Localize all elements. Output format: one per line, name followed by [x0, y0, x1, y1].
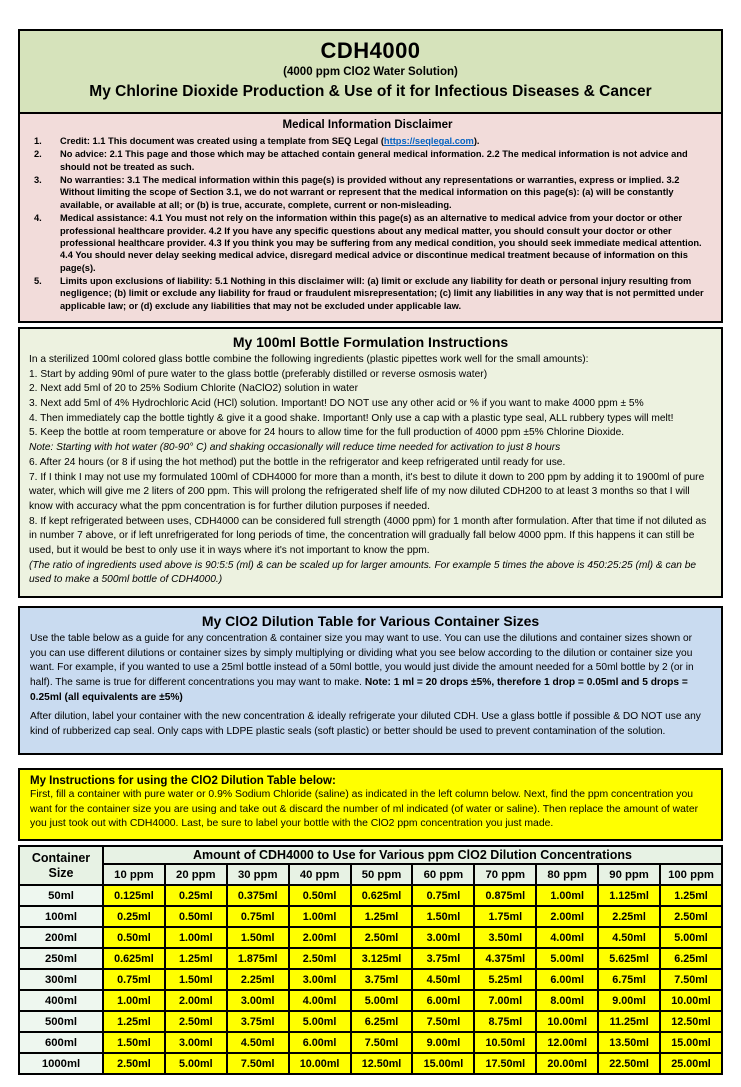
- dilution-paragraph-2: After dilution, label your container with the new concentration & ideally refrigerate your diluted CDH. Use a glass bottle if possible & DO NOT use any kind of rubberized cap seal. Only caps with LDPE plastic seals (soft plastic) or better should be used to prevent contamination of the solution.: [30, 711, 701, 738]
- seqlegal-link[interactable]: https://seqlegal.com: [383, 136, 474, 146]
- dose-cell: 0.875ml: [474, 885, 536, 906]
- dose-cell: 1.125ml: [598, 885, 660, 906]
- dose-cell: 0.625ml: [351, 885, 413, 906]
- ppm-column-header: 70 ppm: [474, 864, 536, 885]
- disclaimer-item-text: [60, 174, 709, 211]
- dose-cell: 2.50ml: [165, 1011, 227, 1032]
- dose-cell: 9.00ml: [598, 990, 660, 1011]
- dose-cell: 2.00ml: [289, 927, 351, 948]
- formulation-intro: In a sterilized 100ml colored glass bottle combine the following ingredients (plastic pipettes work well for the small amounts):: [29, 354, 589, 366]
- container-size-cell: 100ml: [19, 906, 103, 927]
- formulation-step: 7. If I think I may not use my formulated 100ml of CDH4000 for more than a month, it's best to dilute it down to 200 ppm by adding it to 1900ml of pure water, which will give me 2 liters of 200 ppm. This will prolong the refrigerated shelf life of my now diluted CDH200 to at least 3 months so that I will know with accuracy what the ppm concentration is for further dilution purposes if needed.: [29, 471, 705, 512]
- table-row: [19, 1011, 722, 1032]
- formulation-step: 1. Start by adding 90ml of pure water to the glass bottle (preferably distilled or reverse osmosis water): [29, 368, 488, 380]
- dose-cell: 6.00ml: [536, 969, 598, 990]
- dilution-paragraph-1: [30, 632, 711, 705]
- dose-cell: 3.00ml: [289, 969, 351, 990]
- dose-cell: 5.00ml: [289, 1011, 351, 1032]
- disclaimer-list: [26, 135, 709, 312]
- dose-cell: 6.00ml: [289, 1032, 351, 1053]
- dose-cell: 7.50ml: [351, 1032, 413, 1053]
- container-size-cell: 1000ml: [19, 1053, 103, 1074]
- dose-cell: 0.50ml: [165, 906, 227, 927]
- dose-cell: 10.00ml: [536, 1011, 598, 1032]
- dose-cell: 1.25ml: [103, 1011, 165, 1032]
- disclaimer-section: [18, 112, 723, 323]
- dose-cell: 6.75ml: [598, 969, 660, 990]
- disclaimer-text-part: Medical assistance: 4.1 You must not rely on the information within this page(s) as an alternative to medical advice from your doctor or other professional healthcare provider. 4.2 If you have any specific questions about any medical matter, you should consult your doctor or other professional healthcare provider. 4.3 If you think you may be suffering from any medical condition, you should seek immediate medical attention. 4.4 You should never delay seeking medical advice, disregard medical advice or discontinue medical treatment because of information on this page(s).: [60, 213, 702, 273]
- dilution-paragraph-1-text: Use the table below as a guide for any concentration & container size you may want to use. You can use the dilutions and container sizes shown or you can use different dilutions or container sizes by simply multiplying or dividing what you see below according to the dilution or container size you want. For example, if you wanted to use a 25ml bottle instead of a 50ml bottle, you would just divide the amount needed for a 50ml bottle by 2 (or in half). The same is true for different concentrations you may want to make.: [30, 633, 694, 689]
- dose-cell: 5.00ml: [660, 927, 722, 948]
- dose-cell: 1.50ml: [103, 1032, 165, 1053]
- formulation-title: My 100ml Bottle Formulation Instructions: [232, 334, 509, 351]
- dose-cell: 1.00ml: [165, 927, 227, 948]
- dose-cell: 3.00ml: [227, 990, 289, 1011]
- table-instructions-body: First, fill a container with pure water or 0.9% Sodium Chloride (saline) as indicated in the left column below. Next, find the ppm concentration you want for the container size you are using and take out & discard the number of ml indicated (of water or saline). Then replace the amount of water you just took out with CDH4000. Last, be sure to label your bottle with the ClO2 ppm concentration you just made.: [30, 788, 699, 830]
- dose-cell: 3.50ml: [474, 927, 536, 948]
- formulation-steps-2: [29, 456, 712, 559]
- formulation-steps-1: [29, 368, 712, 441]
- ppm-column-header: 30 ppm: [227, 864, 289, 885]
- document-page: [18, 0, 723, 1087]
- dilution-table-body: [19, 885, 722, 1074]
- dose-cell: 2.50ml: [103, 1053, 165, 1074]
- dose-cell: 0.625ml: [103, 948, 165, 969]
- dilution-paragraph-1-note: Note: 1 ml = 20 drops ±5%, therefore 1 drop = 0.05ml and 5 drops = 0.25ml (all equivalents are ±5%): [30, 677, 688, 703]
- page-tagline: My Chlorine Dioxide Production & Use of it for Infectious Diseases & Cancer: [89, 83, 652, 100]
- dose-cell: 8.75ml: [474, 1011, 536, 1032]
- formulation-note: Note: Starting with hot water (80-90° C) and shaking occasionally will reduce time needed for activation to just 8 hours: [29, 442, 561, 454]
- dose-cell: 5.00ml: [351, 990, 413, 1011]
- container-size-cell: 500ml: [19, 1011, 103, 1032]
- dose-cell: 13.50ml: [598, 1032, 660, 1053]
- dose-cell: 3.00ml: [165, 1032, 227, 1053]
- dose-cell: 5.625ml: [598, 948, 660, 969]
- dose-cell: 3.75ml: [351, 969, 413, 990]
- disclaimer-item: [26, 275, 709, 312]
- container-size-cell: 250ml: [19, 948, 103, 969]
- table-row: [19, 948, 722, 969]
- dose-cell: 1.00ml: [536, 885, 598, 906]
- dose-cell: 7.00ml: [474, 990, 536, 1011]
- container-size-header: Container Size: [19, 846, 103, 885]
- dose-cell: 2.25ml: [227, 969, 289, 990]
- ppm-column-header: 90 ppm: [598, 864, 660, 885]
- table-row: [19, 1032, 722, 1053]
- dose-cell: 11.25ml: [598, 1011, 660, 1032]
- ppm-header-row: [19, 864, 722, 885]
- disclaimer-item-text: [60, 275, 709, 312]
- dose-cell: 1.50ml: [165, 969, 227, 990]
- dose-cell: 12.00ml: [536, 1032, 598, 1053]
- dose-cell: 1.00ml: [103, 990, 165, 1011]
- table-header-row: [19, 846, 722, 864]
- dose-cell: 1.25ml: [165, 948, 227, 969]
- dose-cell: 4.00ml: [289, 990, 351, 1011]
- disclaimer-item-number: 4.: [34, 213, 42, 224]
- disclaimer-text-part: No advice: 2.1 This page and those which may be attached contain general medical information. 2.2 The medical information is not advice and should not be treated as such.: [60, 149, 688, 172]
- disclaimer-item: [26, 135, 709, 147]
- dose-cell: 10.00ml: [289, 1053, 351, 1074]
- table-row: [19, 885, 722, 906]
- dose-cell: 12.50ml: [660, 1011, 722, 1032]
- dose-cell: 5.25ml: [474, 969, 536, 990]
- dose-cell: 7.50ml: [660, 969, 722, 990]
- container-size-cell: 400ml: [19, 990, 103, 1011]
- disclaimer-item-number: 2.: [34, 149, 42, 160]
- ppm-column-header: 60 ppm: [412, 864, 474, 885]
- dose-cell: 1.75ml: [474, 906, 536, 927]
- dose-cell: 7.50ml: [412, 1011, 474, 1032]
- disclaimer-text-part: Limits upon exclusions of liability: 5.1 Nothing in this disclaimer will: (a) limit or exclude any liability for death or personal injury resulting from negligence; (b) limit or exclude any liability for fraud or fraudulent misrepresentation; (c) limit any liabilities in any way that is not permitted under applicable law; or (d) exclude any liabilities that may not be excluded under applicable law.: [60, 275, 704, 311]
- dose-cell: 25.00ml: [660, 1053, 722, 1074]
- dose-cell: 6.00ml: [412, 990, 474, 1011]
- dose-cell: 0.75ml: [103, 969, 165, 990]
- dose-cell: 2.00ml: [536, 906, 598, 927]
- dose-cell: 0.25ml: [165, 885, 227, 906]
- dilution-title: My ClO2 Dilution Table for Various Container Sizes: [201, 613, 540, 630]
- disclaimer-text-part: ).: [473, 136, 480, 146]
- dose-cell: 1.875ml: [227, 948, 289, 969]
- amount-header: Amount of CDH4000 to Use for Various ppm ClO2 Dilution Concentrations: [103, 846, 722, 864]
- dose-cell: 4.50ml: [412, 969, 474, 990]
- container-size-cell: 300ml: [19, 969, 103, 990]
- formulation-step: 5. Keep the bottle at room temperature or above for 24 hours to allow time for the full production of 4000 ppm ±5% Chlorine Dioxide.: [29, 427, 625, 439]
- disclaimer-item-text: [60, 135, 709, 147]
- dose-cell: 2.00ml: [165, 990, 227, 1011]
- disclaimer-item-number: 5.: [34, 275, 42, 286]
- container-size-cell: 50ml: [19, 885, 103, 906]
- formulation-section: [18, 327, 723, 598]
- ppm-column-header: 80 ppm: [536, 864, 598, 885]
- ppm-column-header: 10 ppm: [103, 864, 165, 885]
- dose-cell: 10.00ml: [660, 990, 722, 1011]
- page-title: CDH4000: [320, 38, 421, 63]
- header-section: [18, 29, 723, 114]
- disclaimer-item: [26, 174, 709, 211]
- dose-cell: 0.125ml: [103, 885, 165, 906]
- dose-cell: 5.00ml: [536, 948, 598, 969]
- dose-cell: 3.125ml: [351, 948, 413, 969]
- dose-cell: 20.00ml: [536, 1053, 598, 1074]
- table-row: [19, 969, 722, 990]
- dose-cell: 0.75ml: [412, 885, 474, 906]
- dose-cell: 2.50ml: [660, 906, 722, 927]
- table-row: [19, 927, 722, 948]
- table-instructions-title: My Instructions for using the ClO2 Dilution Table below:: [30, 774, 336, 787]
- formulation-step: 4. Then immediately cap the bottle tightly & give it a good shake. Important! Only use a cap with a plastic type seal, ALL rubbery types will melt!: [29, 412, 674, 424]
- dose-cell: 6.25ml: [660, 948, 722, 969]
- ppm-column-header: 50 ppm: [351, 864, 413, 885]
- dose-cell: 0.25ml: [103, 906, 165, 927]
- dose-cell: 2.50ml: [289, 948, 351, 969]
- ppm-column-header: 20 ppm: [165, 864, 227, 885]
- dose-cell: 1.25ml: [660, 885, 722, 906]
- dose-cell: 1.00ml: [289, 906, 351, 927]
- formulation-step: 2. Next add 5ml of 20 to 25% Sodium Chlorite (NaClO2) solution in water: [29, 383, 358, 395]
- dose-cell: 7.50ml: [227, 1053, 289, 1074]
- dose-cell: 1.25ml: [351, 906, 413, 927]
- dose-cell: 8.00ml: [536, 990, 598, 1011]
- dose-cell: 0.75ml: [227, 906, 289, 927]
- dose-cell: 4.375ml: [474, 948, 536, 969]
- dilution-intro-section: [18, 606, 723, 755]
- disclaimer-item-number: 1.: [34, 136, 42, 146]
- dose-cell: 3.75ml: [227, 1011, 289, 1032]
- dose-cell: 3.75ml: [412, 948, 474, 969]
- dose-cell: 15.00ml: [412, 1053, 474, 1074]
- disclaimer-item-text: [60, 212, 709, 274]
- dose-cell: 4.00ml: [536, 927, 598, 948]
- dose-cell: 6.25ml: [351, 1011, 413, 1032]
- dose-cell: 10.50ml: [474, 1032, 536, 1053]
- container-size-cell: 600ml: [19, 1032, 103, 1053]
- formulation-step: 3. Next add 5ml of 4% Hydrochloric Acid (HCl) solution. Important! DO NOT use any other acid or % if you want to make 4000 ppm ± 5%: [29, 398, 644, 410]
- dose-cell: 17.50ml: [474, 1053, 536, 1074]
- table-instructions-section: [18, 768, 723, 841]
- table-row: [19, 1053, 722, 1074]
- formulation-ratio-note: (The ratio of ingredients used above is 90:5:5 (ml) & can be scaled up for larger amounts. For example 5 times the above is 450:25:25 (ml) & can be used to make a 500ml bottle of CDH4000.): [29, 559, 697, 586]
- disclaimer-text-part: Credit: 1.1 This document was created using a template from SEQ Legal (: [60, 136, 384, 146]
- dilution-table-head: [19, 846, 722, 885]
- table-row: [19, 990, 722, 1011]
- container-size-cell: 200ml: [19, 927, 103, 948]
- disclaimer-text-part: No warranties: 3.1 The medical information within this page(s) is provided without any representations or warranties, express or implied. 3.2 Without limiting the scope of Section 3.1, we do not warrant or represent that the medical information on this page(s): (a) will be constantly available, or available at all; or (b) is true, accurate, complete, current or non-misleading.: [60, 175, 680, 210]
- dose-cell: 4.50ml: [227, 1032, 289, 1053]
- dose-cell: 15.00ml: [660, 1032, 722, 1053]
- dose-cell: 0.50ml: [103, 927, 165, 948]
- table-row: [19, 906, 722, 927]
- dose-cell: 0.50ml: [289, 885, 351, 906]
- ppm-column-header: 100 ppm: [660, 864, 722, 885]
- disclaimer-item: [26, 148, 709, 173]
- dose-cell: 4.50ml: [598, 927, 660, 948]
- dose-cell: 1.50ml: [412, 906, 474, 927]
- disclaimer-item-number: 3.: [34, 175, 42, 186]
- dose-cell: 9.00ml: [412, 1032, 474, 1053]
- disclaimer-title: Medical Information Disclaimer: [282, 119, 453, 131]
- dose-cell: 2.25ml: [598, 906, 660, 927]
- formulation-step: 8. If kept refrigerated between uses, CDH4000 can be considered full strength (4000 ppm) for 1 month after formulation. After that time if not diluted as in number 7 above, or if left unrefrigerated for long periods of time, the concentration will gradually fall below 4000 ppm. If this happens it can still be used, but it would be best to only use it in ways where it's not important to know the ppm.: [29, 515, 707, 556]
- disclaimer-item-text: [60, 148, 709, 173]
- page-subtitle: (4000 ppm ClO2 Water Solution): [283, 66, 458, 78]
- formulation-step: 6. After 24 hours (or 8 if using the hot method) put the bottle in the refrigerator and keep refrigerated until ready for use.: [29, 456, 566, 468]
- disclaimer-item: [26, 212, 709, 274]
- dose-cell: 12.50ml: [351, 1053, 413, 1074]
- dose-cell: 22.50ml: [598, 1053, 660, 1074]
- dose-cell: 0.375ml: [227, 885, 289, 906]
- dose-cell: 5.00ml: [165, 1053, 227, 1074]
- dose-cell: 2.50ml: [351, 927, 413, 948]
- dose-cell: 1.50ml: [227, 927, 289, 948]
- dilution-table: [18, 845, 723, 1075]
- dose-cell: 3.00ml: [412, 927, 474, 948]
- ppm-column-header: 40 ppm: [289, 864, 351, 885]
